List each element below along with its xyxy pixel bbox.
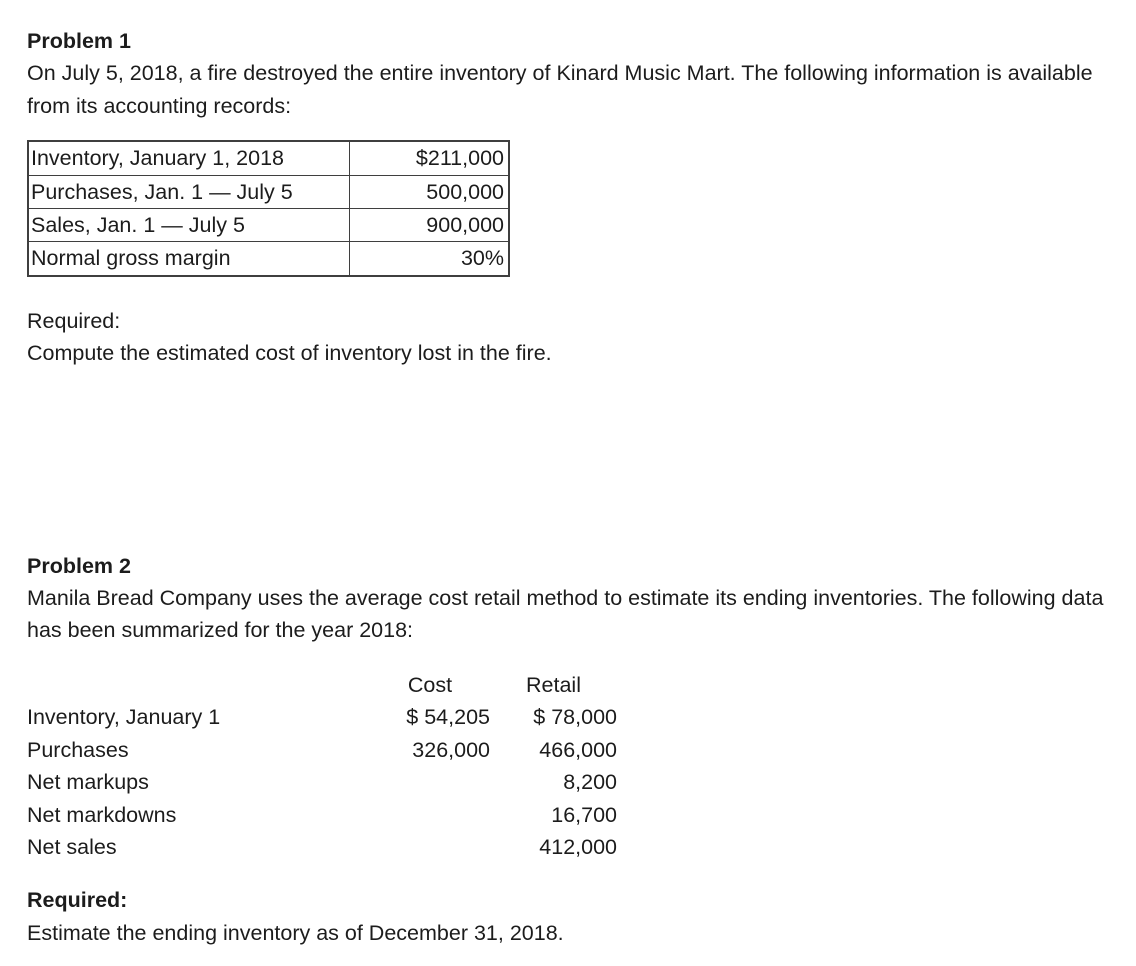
row-label: Purchases xyxy=(27,737,129,762)
problem-1-table xyxy=(27,140,510,277)
row-retail: $ 78,000 xyxy=(533,705,617,730)
problem-2-table xyxy=(27,669,617,863)
problem-1-section xyxy=(27,25,1108,370)
table-header-row xyxy=(27,669,617,701)
blank-space xyxy=(27,370,1108,550)
table-row xyxy=(27,831,617,863)
row-retail: 16,700 xyxy=(551,802,617,827)
problem-2-required-label: Required: xyxy=(27,888,128,913)
row-label: Sales, Jan. 1 — July 5 xyxy=(28,209,349,242)
problem-1-title: Problem 1 xyxy=(27,29,131,53)
problem-2-required-text: Estimate the ending inventory as of December 31, 2018. xyxy=(27,920,564,945)
row-cost: 326,000 xyxy=(412,737,490,762)
problem-2-required-block xyxy=(27,884,1108,949)
table-row xyxy=(28,209,509,242)
table-row xyxy=(27,766,617,798)
table-row xyxy=(28,175,509,208)
cost-column-header: Cost xyxy=(407,672,453,697)
row-label: Normal gross margin xyxy=(28,242,349,276)
table-row xyxy=(27,734,617,766)
row-retail: 8,200 xyxy=(563,770,617,795)
problem-1-required-text: Compute the estimated cost of inventory lost in the fire. xyxy=(27,341,552,366)
row-label: Net markdowns xyxy=(27,802,177,827)
problem-1-required-label: Required: xyxy=(27,308,121,333)
row-value: 900,000 xyxy=(349,209,509,242)
row-value: 500,000 xyxy=(349,175,509,208)
row-value: $211,000 xyxy=(349,141,509,175)
table-row xyxy=(27,701,617,733)
table-row xyxy=(28,242,509,276)
row-retail: 466,000 xyxy=(539,737,617,762)
row-label: Purchases, Jan. 1 — July 5 xyxy=(28,175,349,208)
problem-1-intro: On July 5, 2018, a fire destroyed the entire inventory of Kinard Music Mart. The following information is available from its accounting records: xyxy=(27,61,1093,118)
row-label: Net sales xyxy=(27,834,117,859)
row-label: Inventory, January 1, 2018 xyxy=(28,141,349,175)
row-value: 30% xyxy=(349,242,509,276)
row-label: Net markups xyxy=(27,770,149,795)
row-retail: 412,000 xyxy=(539,834,617,859)
row-cost xyxy=(370,766,490,798)
row-label: Inventory, January 1 xyxy=(27,705,221,730)
row-cost xyxy=(370,831,490,863)
problem-2-section xyxy=(27,550,1108,949)
row-cost: $ 54,205 xyxy=(406,705,490,730)
retail-column-header: Retail xyxy=(526,672,581,697)
problem-1-required-block xyxy=(27,305,1108,370)
problem-2-intro: Manila Bread Company uses the average cost retail method to estimate its ending inventories. The following data has been summarized for the year 2018: xyxy=(27,586,1104,643)
header-spacer xyxy=(27,669,370,701)
table-row xyxy=(28,141,509,175)
row-cost xyxy=(370,799,490,831)
problem-2-title: Problem 2 xyxy=(27,553,131,578)
table-row xyxy=(27,799,617,831)
